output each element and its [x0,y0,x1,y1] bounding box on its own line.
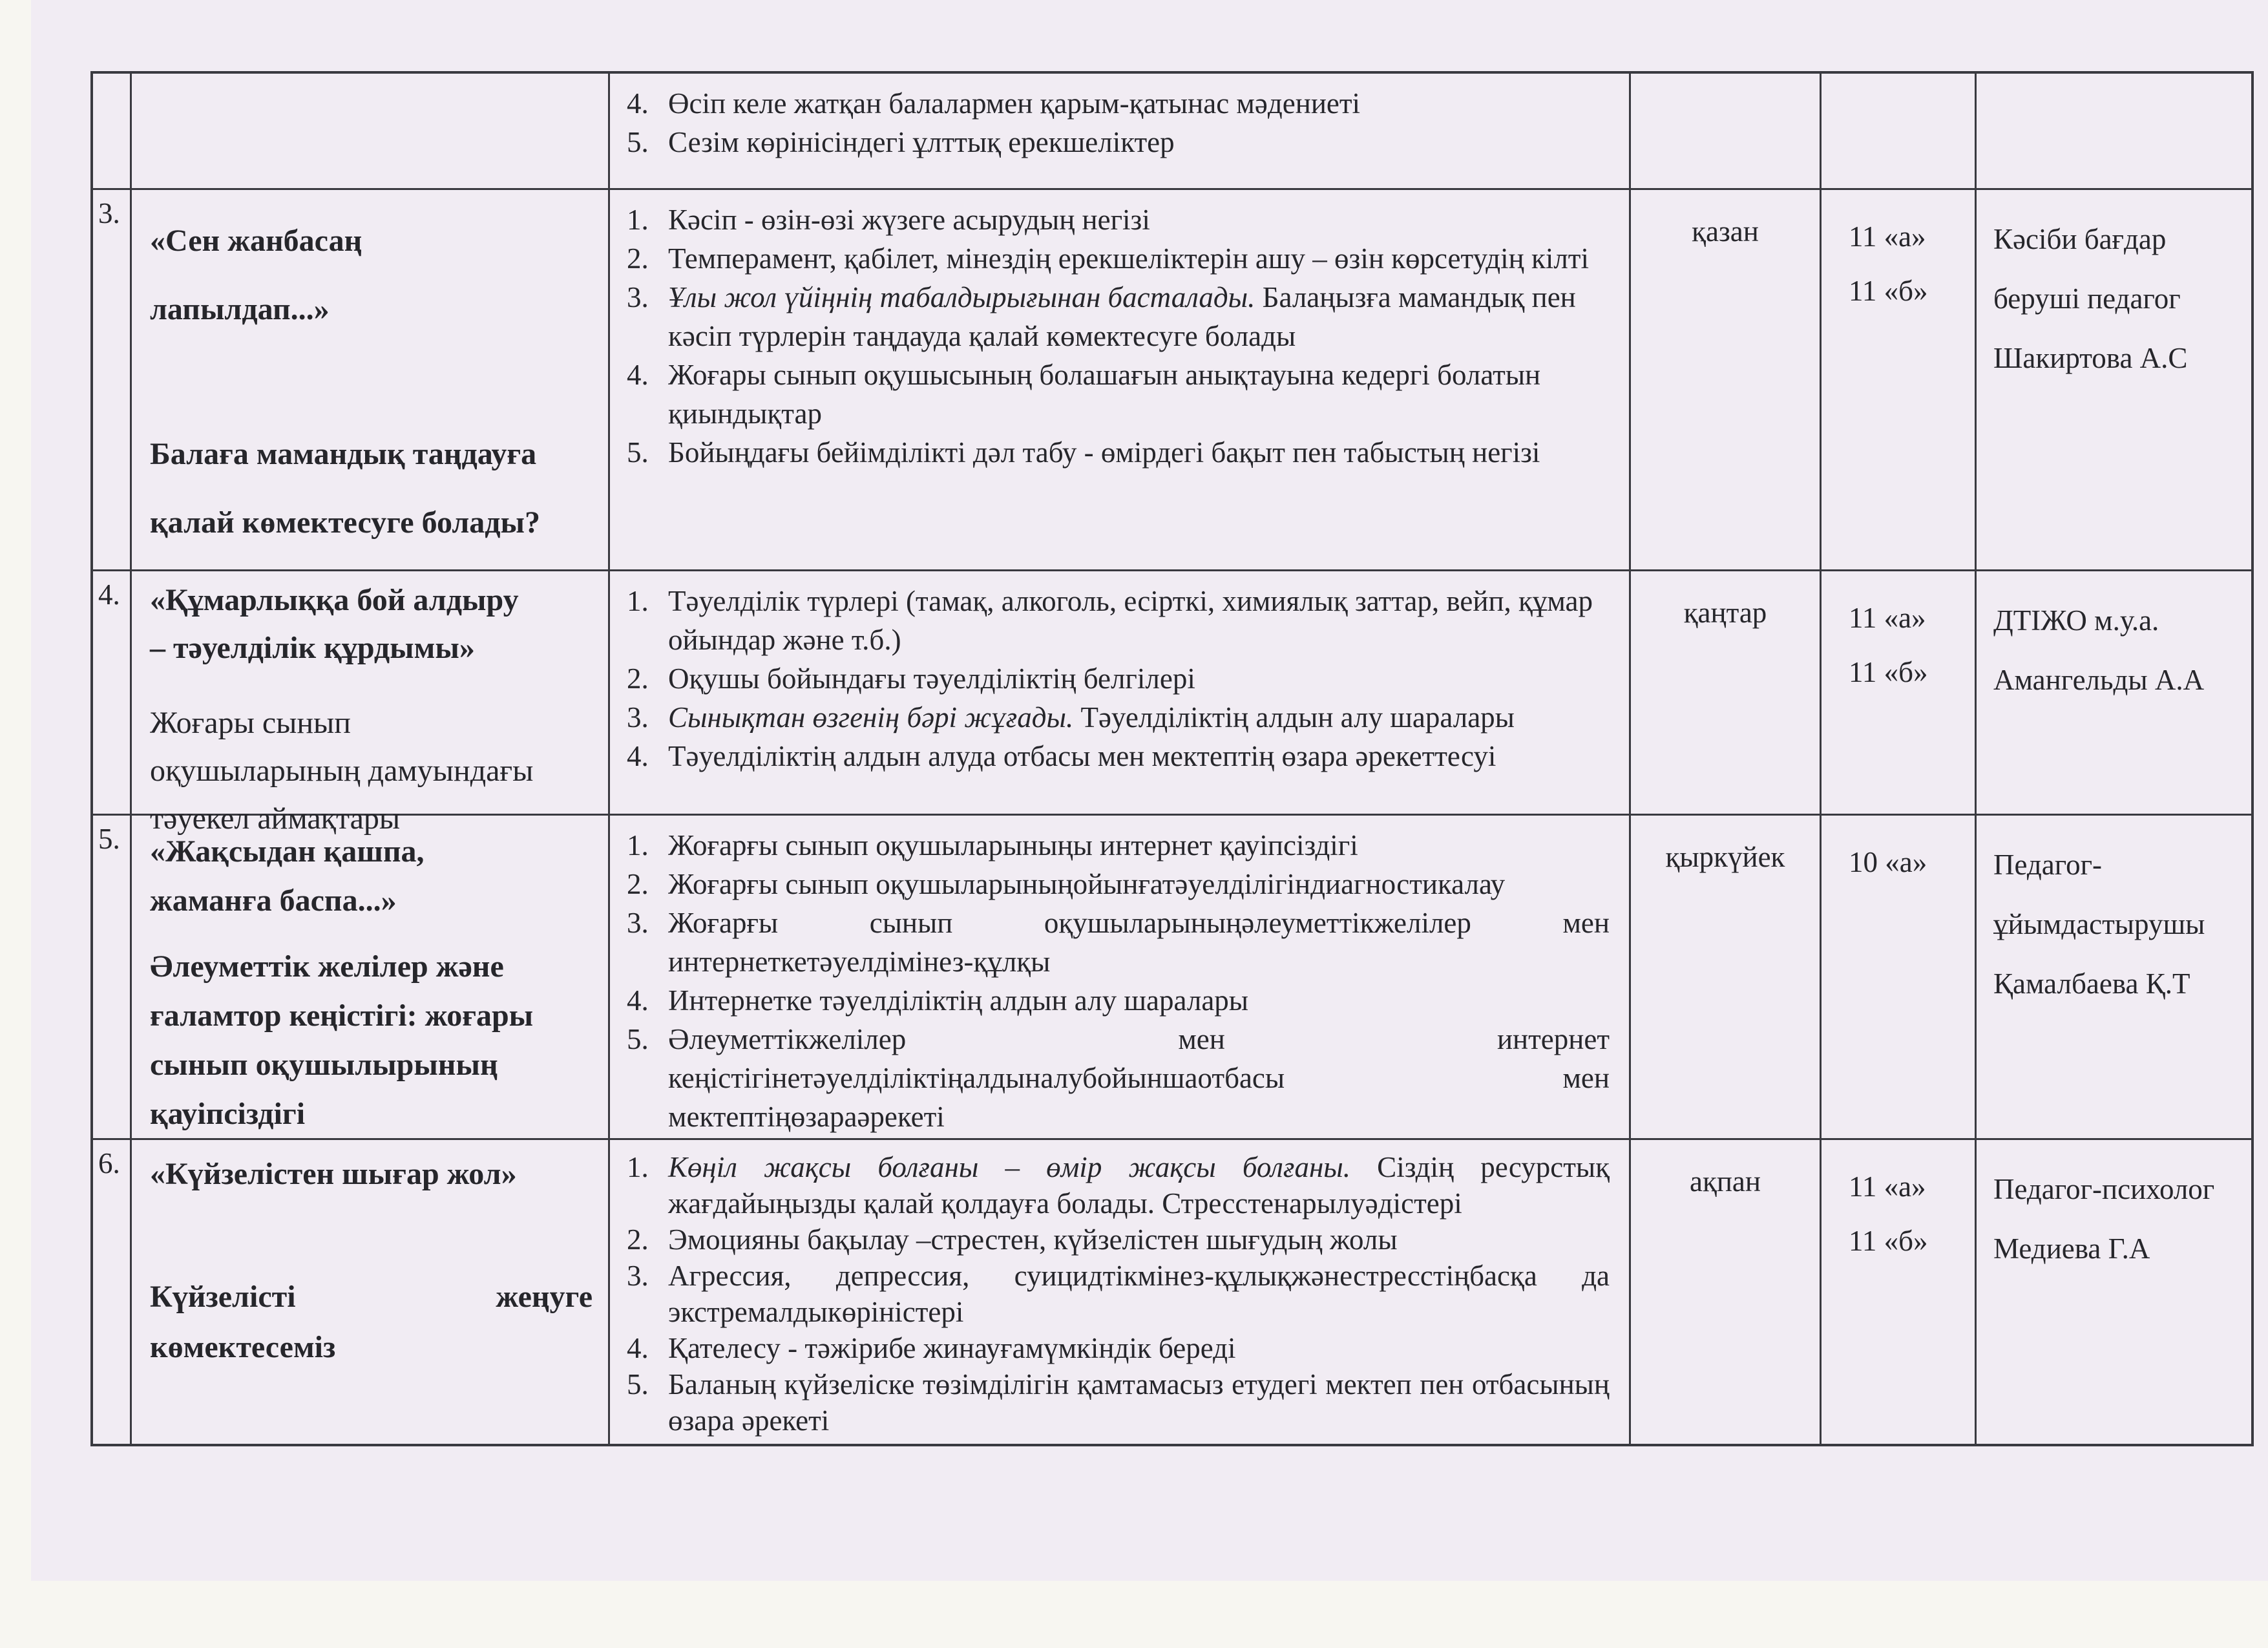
item-text [668,903,1610,981]
item-number: 3. [627,1260,649,1292]
item-text-run: Қателесу - тәжірибе жинауғамүмкіндік береді [668,1332,1236,1364]
item-text [668,1149,1610,1221]
month-cell [1631,816,1822,1140]
subtitle-line: Балаға мамандық таңдауға [150,437,537,471]
month-cell [1631,74,1822,190]
session-title [150,827,593,925]
item-number: 1. [627,585,649,617]
class-cell [1822,571,1977,816]
item-number: 4. [627,1332,649,1364]
class-label: 11 «б» [1849,656,1928,688]
row-number-cell [93,74,132,190]
list-item [627,737,1610,776]
subtitle-line: көмектесеміз [150,1330,336,1364]
item-text [668,123,1610,162]
row-number-cell [93,571,132,816]
title-line: «Сен жанбасаң [150,224,362,258]
row-number-cell [93,1140,132,1444]
title-cell [132,571,610,836]
month-cell [1631,190,1822,571]
person-cell [1977,190,2251,571]
session-title [150,207,593,344]
item-text [668,200,1610,239]
person-cell [1977,816,2251,1140]
month-cell [1631,571,1822,816]
subtitle-line: Жоғары сынып [150,706,351,740]
list-item [627,1149,1610,1221]
item-text-run: Жоғарғы сынып оқушыларыныңәлеуметтікжелілер мен интернеткетәуелдімінез-құлқы [668,907,1610,978]
row-number-cell [93,816,132,1140]
list-item [627,355,1610,433]
item-text-run: Өсіп келе жатқан балалармен қарым-қатынас мәдениеті [668,87,1361,120]
class-label: 11 «а» [1849,602,1926,634]
title-line: лапылдап...» [150,292,330,326]
list-item [627,200,1610,239]
title-cell [132,1140,610,1444]
person-label: Педагог-ұйымдастырушы Қамалбаева Қ.Т [1993,849,2205,1000]
item-text [668,737,1610,776]
item-number: 2. [627,1223,649,1256]
person-label: Кәсіби бағдар беруші педагог Шакиртова А.С [1993,223,2188,374]
class-cell [1822,190,1977,571]
content-cell [610,571,1631,816]
item-number: 4. [627,87,649,120]
item-text [668,826,1610,865]
person-cell [1977,74,2251,190]
subtitle-line: қалай көмектесуге болады? [150,505,541,540]
class-label: 10 «а» [1849,846,1927,878]
class-label: 11 «б» [1849,275,1928,307]
title-line: «Күйзелістен шығар жол» [150,1157,517,1191]
item-text [668,239,1610,278]
class-cell [1822,816,1977,1140]
list-item [627,278,1610,355]
item-number: 2. [627,662,649,695]
session-title [150,1149,593,1199]
item-text-run: Жоғары сынып оқушысының болашағын анықтауына кедергі болатын қиындықтар [668,359,1541,430]
item-italic-run: Көңіл жақсы болғаны – өмір жақсы болғаны. [668,1151,1351,1183]
list-item [627,1020,1610,1136]
person-label: Педагог-психолог Медиева Г.А [1993,1173,2215,1265]
person-label: ДТІЖО м.у.а. Амангельды А.А [1993,604,2205,696]
row-number: 3. [98,197,120,229]
class-label: 11 «а» [1849,220,1926,253]
row-number: 5. [98,823,120,855]
row-number: 4. [98,578,120,611]
list-item [627,659,1610,698]
subtitle-line: Әлеуметтік желілер және [150,949,504,984]
subtitle-line: оқушыларының дамуындағы [150,754,534,788]
paper-sheet [31,0,2268,1581]
list-item [627,1330,1610,1366]
item-number: 1. [627,829,649,861]
item-text-run: Баланың күйзеліске төзімділігін қамтамасыз етудегі мектеп пен отбасының өзара әрекеті [668,1368,1610,1437]
item-text-run: Кәсіп - өзін-өзі жүзеге асырудың негізі [668,204,1150,236]
list-item [627,903,1610,981]
item-text-run: Жоғарғы сынып оқушыларыныңойынғатәуелділігіндиагностикалау [668,868,1506,900]
item-number: 4. [627,984,649,1017]
item-number: 5. [627,126,649,158]
item-number: 2. [627,868,649,900]
item-italic-run: Ұлы жол үйіңнің табалдырығынан басталады. [668,281,1255,313]
item-text-run: Тәуелділік түрлері (тамақ, алкоголь, есірткі, химиялық заттар, вейп, құмар ойындар және т.б.) [668,585,1593,656]
item-text [668,355,1610,433]
item-text [668,84,1610,123]
person-cell [1977,571,2251,816]
month-label: қыркүйек [1665,841,1785,873]
item-text [668,1020,1610,1136]
item-text-run: Оқушы бойындағы тәуелділіктің белгілері [668,662,1195,695]
item-text-run: Агрессия, депрессия, суицидтікмінез-құлықжәнестресстіңбасқа да экстремалдыкөріністері [668,1260,1610,1328]
item-text [668,698,1610,737]
subtitle-line: Күйзелісті жеңуге [150,1280,593,1314]
list-item [627,1366,1610,1439]
title-line: «Құмарлыққа бой алдыру [150,583,519,617]
item-text [668,1330,1610,1366]
item-text-run: Жоғарғы сынып оқушыларыныңы интернет қауіпсіздігі [668,829,1358,861]
item-text [668,278,1610,355]
item-text [668,1258,1610,1330]
item-text [668,582,1610,659]
item-number: 5. [627,1023,649,1055]
content-cell [610,74,1631,190]
month-cell [1631,1140,1822,1444]
content-cell [610,190,1631,571]
session-subtitle [150,420,593,557]
class-label: 11 «б» [1849,1225,1928,1257]
item-text-run: Тәуелділіктің алдын алу шаралары [1073,701,1515,734]
item-number: 5. [627,1368,649,1400]
row-number-cell [93,190,132,571]
item-text [668,1366,1610,1439]
plan-table [90,71,2254,1446]
item-text [668,433,1610,472]
item-text-run: Эмоцияны бақылау –стрестен, күйзелістен шығудың жолы [668,1223,1398,1256]
item-text-run: Бойыңдағы бейімділікті дәл табу - өмірдегі бақыт пен табыстың негізі [668,436,1540,469]
item-number: 3. [627,701,649,734]
item-text-run: Сіздің ресурстық жағдайыңызды қалай қолдауға болады. Стресстенарылуәдістері [668,1151,1610,1220]
item-number: 4. [627,740,649,772]
item-number: 1. [627,204,649,236]
item-text [668,659,1610,698]
title-line: «Жақсыдан қашпа, [150,834,425,869]
content-cell [610,816,1631,1140]
item-text-run: Тәуелділіктің алдын алуда отбасы мен мектептің өзара әрекеттесуі [668,740,1496,772]
list-item [627,1221,1610,1258]
item-text-run: Сезім көрінісіндегі ұлттық ерекшеліктер [668,126,1175,158]
item-text [668,1221,1610,1258]
item-number: 3. [627,907,649,939]
item-text-run: Темперамент, қабілет, мінездің ерекшеліктерін ашу – өзін көрсетудің кілті [668,242,1589,275]
subtitle-line: тәуекел аймақтары [150,801,401,836]
list-item [627,981,1610,1020]
item-text-run: Интернетке тәуелділіктің алдын алу шаралары [668,984,1249,1017]
list-item [627,582,1610,659]
list-item [627,698,1610,737]
item-number: 1. [627,1151,649,1183]
subtitle-line: сынып оқушылырының [150,1048,498,1082]
month-label: ақпан [1690,1165,1761,1198]
list-item [627,826,1610,865]
title-cell [132,74,610,190]
item-italic-run: Сынықтан өзгенің бәрі жұғады. [668,701,1074,734]
title-line: – тәуелділік құрдымы» [150,631,475,665]
row-number: 6. [98,1147,120,1179]
item-text-run: Әлеуметтікжелілер мен интернет кеңістігінетәуелділіктіңалдыналубойыншаотбасы мен мектептіңөзараәрекеті [668,1023,1610,1133]
item-number: 2. [627,242,649,275]
person-cell [1977,1140,2251,1444]
list-item [627,865,1610,903]
item-number: 4. [627,359,649,391]
title-cell [132,816,610,1140]
session-subtitle [150,1272,593,1373]
subtitle-line: ғаламтор кеңістігі: жоғары [150,998,534,1033]
content-cell [610,1140,1631,1444]
list-item [627,1258,1610,1330]
title-cell [132,190,610,571]
subtitle-line: қауіпсіздігі [150,1097,306,1131]
list-item [627,239,1610,278]
item-text [668,981,1610,1020]
item-text [668,865,1610,903]
list-item [627,433,1610,472]
class-label: 11 «а» [1849,1170,1926,1203]
item-number: 3. [627,281,649,313]
class-cell [1822,74,1977,190]
class-cell [1822,1140,1977,1444]
title-line: жаманға баспа...» [150,883,397,918]
item-number: 5. [627,436,649,469]
session-title [150,576,593,672]
session-subtitle [150,942,593,1139]
month-label: қазан [1692,215,1759,248]
list-item [627,123,1610,162]
list-item [627,84,1610,123]
month-label: қаңтар [1683,597,1767,629]
item-text-run: Балаңызға мамандық пен кәсіп түрлерін таңдауда қалай көмектесуге болады [668,281,1576,352]
